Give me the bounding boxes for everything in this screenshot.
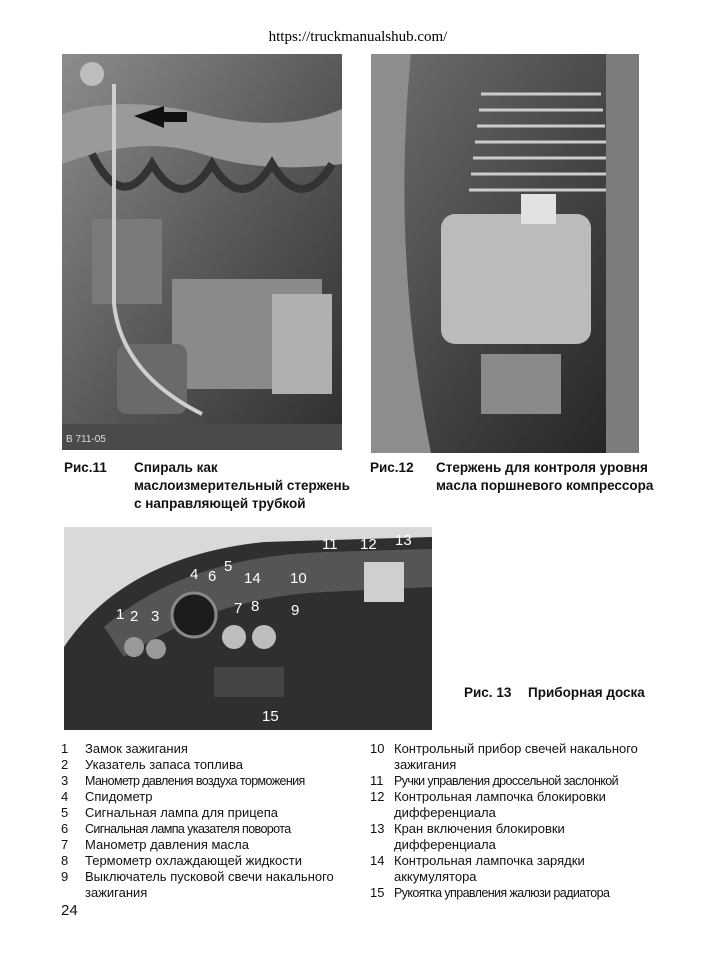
legend-item xyxy=(370,853,660,885)
legend-item xyxy=(61,741,356,757)
callout-label-1: 1 xyxy=(116,606,125,623)
legend-item-number: 11 xyxy=(370,773,384,788)
callout-label-8: 8 xyxy=(251,598,260,615)
figure-12-photo xyxy=(371,54,639,453)
callout-label-3: 3 xyxy=(151,608,160,625)
legend-item-text: Ручки управления дроссельной заслонкой xyxy=(394,774,618,788)
legend-item-number: 3 xyxy=(61,773,69,788)
legend-item-text: Манометр давления масла xyxy=(85,837,249,852)
legend-item-text: Контрольная лампочка блокировки дифференциала xyxy=(394,789,606,820)
legend-item xyxy=(61,805,356,821)
legend-item-number: 8 xyxy=(61,853,69,868)
legend-item-number: 6 xyxy=(61,821,69,836)
legend-item-text: Сигнальная лампа указателя поворота xyxy=(85,822,291,836)
legend-item-text: Замок зажигания xyxy=(85,741,188,756)
callout-label-12: 12 xyxy=(360,536,377,553)
figure-11-photo xyxy=(62,54,342,450)
legend-item-number: 9 xyxy=(61,869,69,884)
callout-label-9: 9 xyxy=(291,602,300,619)
legend-item-text: Указатель запаса топлива xyxy=(85,757,243,772)
source-url: https://truckmanualshub.com/ xyxy=(268,29,448,45)
callout-label-6: 6 xyxy=(208,568,217,585)
callout-label-11: 11 xyxy=(322,536,338,553)
legend-item xyxy=(370,821,660,853)
callout-label-5: 5 xyxy=(224,558,233,575)
figure-11-caption-text: Спираль как маслоизмерительный стержень с направляющей трубкой xyxy=(134,460,350,511)
legend-item-number: 12 xyxy=(370,789,385,804)
legend-item-number: 10 xyxy=(370,741,385,756)
legend-item xyxy=(370,741,660,773)
legend-item xyxy=(61,789,356,805)
legend-item-number: 7 xyxy=(61,837,69,852)
legend-item xyxy=(61,837,356,853)
figure-13-number: Рис. 13 xyxy=(464,685,512,700)
legend-item-number: 2 xyxy=(61,757,69,772)
page-number: 24 xyxy=(61,902,78,919)
legend-item xyxy=(61,757,356,773)
legend-item-number: 1 xyxy=(61,741,69,756)
legend-item-text: Термометр охлаждающей жидкости xyxy=(85,853,303,868)
legend-item-text: Сигнальная лампа для прицепа xyxy=(85,805,279,820)
legend-item-number: 13 xyxy=(370,821,385,836)
legend-item xyxy=(61,821,356,837)
callout-label-7: 7 xyxy=(234,600,243,617)
legend-item-number: 4 xyxy=(61,789,69,804)
callout-label-10: 10 xyxy=(290,570,307,587)
figure-13-caption-text: Приборная доска xyxy=(528,685,645,700)
legend-item-text: Рукоятка управления жалюзи радиатора xyxy=(394,886,610,900)
legend-item xyxy=(61,869,356,901)
figure-11-number: Рис.11 xyxy=(64,460,107,475)
legend-item-number: 5 xyxy=(61,805,69,820)
callout-label-4: 4 xyxy=(190,566,199,583)
callout-label-13: 13 xyxy=(395,532,412,549)
legend-item xyxy=(370,773,660,789)
callout-label-15: 15 xyxy=(262,708,279,725)
legend-left xyxy=(61,741,356,901)
legend-item-number: 15 xyxy=(370,885,385,900)
legend-item-number: 14 xyxy=(370,853,385,868)
legend-item-text: Контрольный прибор свечей накального зажигания xyxy=(394,741,638,772)
figure-13-photo xyxy=(64,527,432,730)
legend-item-text: Контрольная лампочка зарядки аккумулятора xyxy=(394,853,585,884)
legend-right xyxy=(370,741,660,901)
legend-item-text: Спидометр xyxy=(85,789,153,804)
legend-item xyxy=(61,853,356,869)
callout-label-14: 14 xyxy=(244,570,261,587)
legend-item-text: Выключатель пусковой свечи накального зажигания xyxy=(85,869,334,900)
figure-12-number: Рис.12 xyxy=(370,460,414,475)
callout-label-2: 2 xyxy=(130,608,139,625)
legend-item xyxy=(370,885,660,901)
legend-item-text: Кран включения блокировки дифференциала xyxy=(394,821,565,852)
legend-item xyxy=(370,789,660,821)
figure-11-code: B 711-05 xyxy=(66,434,106,445)
figure-12-caption-text: Стержень для контроля уровня масла поршневого компрессора xyxy=(436,460,654,493)
legend-item-text: Манометр давления воздуха торможения xyxy=(85,774,305,788)
legend-item xyxy=(61,773,356,789)
